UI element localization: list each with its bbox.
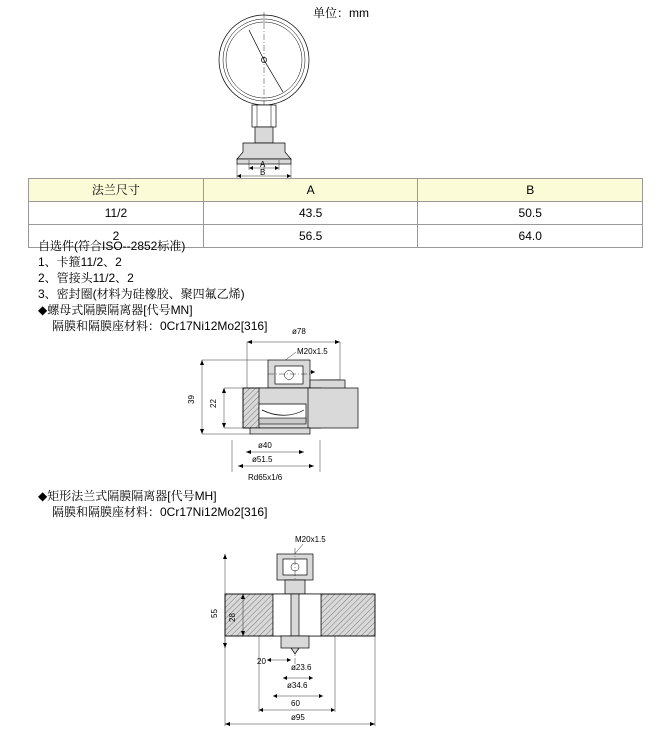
dim-d95: ø95 — [291, 713, 305, 722]
bullet-mh-title: ◆矩形法兰式隔膜隔离器[代号MH] — [38, 489, 217, 503]
dim-d40: ø40 — [258, 441, 272, 450]
cell-b: 64.0 — [418, 225, 643, 248]
unit-label: 单位：mm — [313, 6, 369, 20]
notes-block — [38, 238, 267, 334]
cell-b: 50.5 — [418, 202, 643, 225]
diaphragm-mn-drawing — [180, 322, 480, 482]
dim-rd65: Rd65x1/6 — [248, 473, 283, 482]
gauge-drawing — [205, 10, 385, 175]
dim-d515: ø51.5 — [252, 455, 273, 464]
bullet-mn-title: ◆螺母式隔膜隔离器[代号MN] — [38, 303, 193, 317]
dim-d78: ø78 — [292, 327, 306, 336]
dim-B: B — [260, 168, 266, 177]
section-mh-title — [38, 488, 267, 520]
dim-60: 60 — [291, 699, 300, 708]
dim-A: A — [260, 160, 266, 169]
note-item-1: 1、卡箍11/2、2 — [38, 255, 122, 269]
dim-55: 55 — [210, 609, 219, 618]
note-item-3: 3、密封圈(材料为硅橡胶、聚四氟乙烯) — [38, 287, 245, 301]
header-flange-size: 法兰尺寸 — [29, 179, 204, 202]
dim-d236: ø23.6 — [291, 663, 312, 672]
cell-a: 56.5 — [203, 225, 418, 248]
dim-d346: ø34.6 — [287, 681, 308, 690]
table-row — [29, 202, 643, 225]
dim-39: 39 — [187, 395, 196, 404]
dim-20: 20 — [257, 657, 266, 666]
dim-thread-m20-2: M20x1.5 — [295, 535, 326, 544]
cell-size: 11/2 — [29, 202, 204, 225]
table-header-row — [29, 179, 643, 202]
dim-thread-m20: M20x1.5 — [297, 347, 328, 356]
bullet-mn-material: 隔膜和隔膜座材料：0Cr17Ni12Mo2[316] — [52, 319, 268, 333]
note-item-2: 2、管接头11/2、2 — [38, 271, 134, 285]
notes-title: 自选件(符合ISO--2852标准) — [38, 239, 186, 253]
cell-a: 43.5 — [203, 202, 418, 225]
bullet-mh-material: 隔膜和隔膜座材料：0Cr17Ni12Mo2[316] — [52, 505, 268, 519]
diaphragm-mh-drawing — [195, 530, 495, 730]
cell-size: 2 — [29, 225, 204, 248]
header-a: A — [203, 179, 418, 202]
dim-28: 28 — [228, 613, 237, 622]
dim-22: 22 — [209, 399, 218, 408]
header-b: B — [418, 179, 643, 202]
